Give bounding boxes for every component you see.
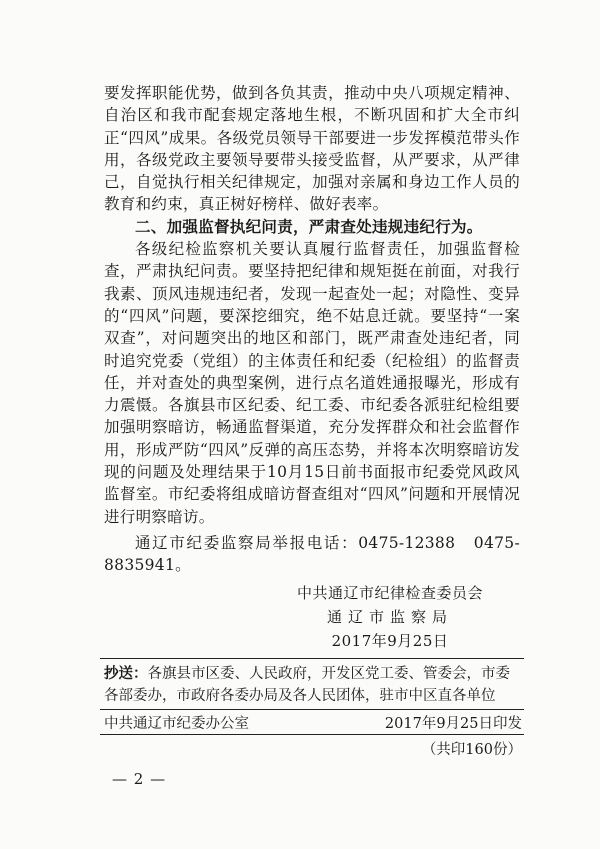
document-body (104, 82, 520, 577)
divider-middle (100, 709, 524, 710)
signature-org-commission: 中共通辽市纪律检查委员会 (296, 584, 483, 602)
report-phone-line: 通辽市纪委监察局举报电话：0475-12388 0475-8835941。 (104, 533, 520, 575)
section-paragraph: 各级纪检监察机关要认真履行监督责任，加强监督检查，严肃执纪问责。要坚持把纪律和规矩挺在前面，对我行我素、顶风违规违纪者，发现一起查处一起；对隐性、变异的“四风”问题，要深挖细究，绝不姑息迁就。要坚持“一案双查”，对问题突出的地区和部门，既严肃查处违纪者，同时追究党委（党组）的主体责任和纪委（纪检组）的监督责任，并对查处的典型案例，进行点名道姓通报曝光，形成有力震慑。各旗县市区纪委、纪工委、市纪委各派驻纪检组要加强明察暗访，畅通监督渠道，充分发挥群众和社会监督作用，形成严防“四风”反弹的高压态势，并将本次明察暗访发现的问题及处理结果于10月15日前书面报市纪委党风政风监督室。市纪委将组成暗访督查组对“四风”问题和开展情况进行明察暗访。 (104, 240, 520, 526)
signature-date: 2017年9月25日 (331, 632, 449, 650)
intro-paragraph: 要发挥职能优势，做到各负其责，推动中央八项规定精神、自治区和我市配套规定落地生根，不断巩固和扩大全市纠正“四风”成果。各级党员领导干部要进一步发挥模范带头作用，各级党政主要领导要带头接受监督，从严要求，从严律己，自觉执行相关纪律规定，加强对亲属和身边工作人员的教育和约束，真正树好榜样、做好表率。 (104, 84, 520, 214)
cc-block (104, 663, 522, 707)
issue-date: 2017年9月25日印发 (384, 716, 522, 732)
copies-count: （共印160份） (421, 742, 522, 758)
signature-org-bureau: 通辽市监察局 (326, 608, 453, 626)
divider-top (100, 658, 524, 659)
issuer: 中共通辽市纪委办公室 (104, 716, 249, 732)
divider-bottom (100, 734, 524, 735)
cc-label: 抄送： (104, 665, 148, 682)
section-heading: 二、加强监督执纪问责，严肃查处违规违纪行为。 (135, 216, 483, 236)
cc-recipients: 各旗县市区委、人民政府，开发区党工委、管委会，市委各部委办，市政府各委办局及各人民团体，驻市中区直各单位 (104, 666, 510, 704)
page-number: — 2 — (112, 770, 167, 788)
